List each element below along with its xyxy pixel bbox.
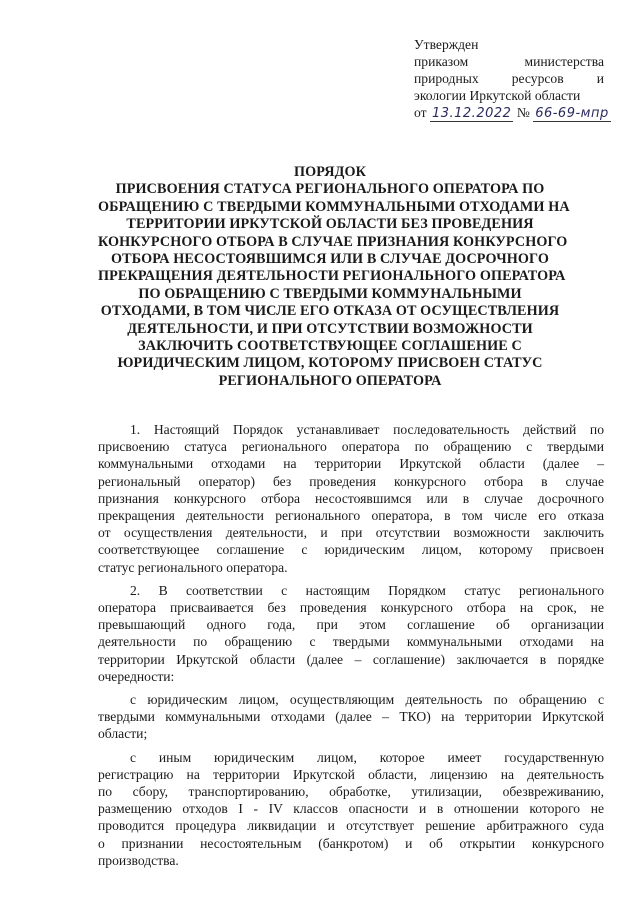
handwritten-date: 13.12.2022 bbox=[431, 106, 512, 121]
text-line: оператора присваивается без проведения конкурсного отбора на срок, не bbox=[98, 600, 604, 616]
document-title bbox=[98, 164, 570, 390]
text-line: территории Иркутской области (далее – соглашение) заключается в порядке bbox=[98, 651, 604, 667]
text-line: производства. bbox=[98, 852, 179, 868]
text-line: 1. Настоящий Порядок устанавливает последовательность действий по bbox=[130, 422, 604, 437]
text-line: превышающий одного года, при этом соглашение об организации bbox=[98, 617, 604, 633]
paragraph-3 bbox=[98, 691, 604, 743]
title-line: ПРЕКРАЩЕНИЯ ДЕЯТЕЛЬНОСТИ РЕГИОНАЛЬНОГО ОПЕРАТОРА bbox=[98, 268, 566, 285]
text-line: размещению отходов I - IV классов опасности и в отношении которого не bbox=[98, 801, 604, 817]
text-line: прекращения деятельности регионального оператора, в том числе его отказа bbox=[98, 508, 604, 524]
text-line: от осуществления деятельности, и при отсутствии возможности заключить bbox=[98, 525, 604, 541]
text-line: по сбору, транспортированию, обработке, утилизации, обезвреживанию, bbox=[98, 784, 604, 800]
title-line: ОТБОРА НЕСОСТОЯВШИМСЯ ИЛИ В СЛУЧАЕ ДОСРОЧНОГО bbox=[111, 251, 549, 268]
title-line: РЕГИОНАЛЬНОГО ОПЕРАТОРА bbox=[218, 372, 442, 389]
paragraph-4 bbox=[98, 749, 604, 869]
text-line: твердыми коммунальными отходами (далее – ТКО) на территории Иркутской bbox=[98, 709, 604, 725]
text-line: области; bbox=[98, 726, 148, 742]
text-line: регистрацию на территории Иркутской области, лицензию на деятельность bbox=[98, 766, 604, 782]
number-prefix: № bbox=[516, 105, 530, 120]
approval-line-1: Утвержден bbox=[414, 37, 479, 52]
approval-date-line bbox=[414, 104, 609, 122]
title-line: КОНКУРСНОГО ОТБОРА В СЛУЧАЕ ПРИЗНАНИЯ КОНКУРСНОГО bbox=[98, 233, 568, 250]
title-line: ОТХОДАМИ, В ТОМ ЧИСЛЕ ЕГО ОТКАЗА ОТ ОСУЩЕСТВЛЕНИЯ bbox=[100, 303, 560, 320]
text-line: 2. В соответствии с настоящим Порядком статус регионального bbox=[130, 582, 604, 598]
text-line: статус регионального оператора. bbox=[98, 559, 288, 575]
title-line: ТЕРРИТОРИИ ИРКУТСКОЙ ОБЛАСТИ БЕЗ ПРОВЕДЕНИЯ bbox=[126, 216, 534, 233]
approval-line-2: приказом министерства bbox=[414, 54, 604, 69]
handwritten-number: 66-69-мпр bbox=[535, 106, 609, 121]
title-line: ПРИСВОЕНИЯ СТАТУСА РЕГИОНАЛЬНОГО ОПЕРАТОРА ПО bbox=[115, 181, 545, 198]
title-line: ОБРАЩЕНИЮ С ТВЕРДЫМИ КОММУНАЛЬНЫМИ ОТХОДАМИ НА bbox=[98, 198, 570, 215]
date-prefix: от bbox=[414, 105, 427, 120]
text-line: деятельности по обращению с твердыми коммунальными отходами на bbox=[98, 634, 604, 650]
title-line: ДЕЯТЕЛЬНОСТИ, И ПРИ ОТСУТСТВИИ ВОЗМОЖНОСТИ bbox=[127, 320, 533, 337]
title-heading: ПОРЯДОК bbox=[293, 164, 367, 180]
text-line: о признании несостоятельным (банкротом) и об открытии конкурсного bbox=[98, 835, 604, 851]
text-line: признания конкурсного отбора несостоявшимся или в случае досрочного bbox=[98, 490, 604, 506]
approval-line-4: экологии Иркутской области bbox=[414, 88, 581, 103]
text-line: коммунальными отходами на территории Иркутской области (далее – bbox=[98, 456, 604, 472]
text-line: региональный оператор) без проведения конкурсного отбора в случае bbox=[98, 473, 604, 489]
text-line: с юридическим лицом, осуществляющим деятельность по обращению с bbox=[130, 692, 604, 708]
approval-line-3: природных ресурсов и bbox=[414, 71, 604, 86]
paragraph-1 bbox=[98, 421, 604, 576]
document-body bbox=[98, 421, 604, 875]
paragraph-2 bbox=[98, 582, 604, 685]
text-line: присвоению статуса регионального оператора по обращению с твердыми bbox=[98, 439, 604, 455]
text-line: очередности: bbox=[98, 668, 175, 684]
text-line: соответствующее соглашение с юридическим лицом, которому присвоен bbox=[98, 542, 604, 558]
title-line: ПО ОБРАЩЕНИЮ С ТВЕРДЫМИ КОММУНАЛЬНЫМИ bbox=[138, 285, 522, 302]
approval-block bbox=[414, 36, 609, 122]
title-line: ЮРИДИЧЕСКИМ ЛИЦОМ, КОТОРОМУ ПРИСВОЕН СТАТУС bbox=[117, 355, 543, 372]
text-line: проводится процедура ликвидации и отсутствует решение арбитражного суда bbox=[98, 818, 604, 834]
text-line: с иным юридическим лицом, которое имеет государственную bbox=[130, 749, 604, 765]
title-line: ЗАКЛЮЧИТЬ СООТВЕТСТВУЮЩЕЕ СОГЛАШЕНИЕ С bbox=[138, 338, 522, 355]
